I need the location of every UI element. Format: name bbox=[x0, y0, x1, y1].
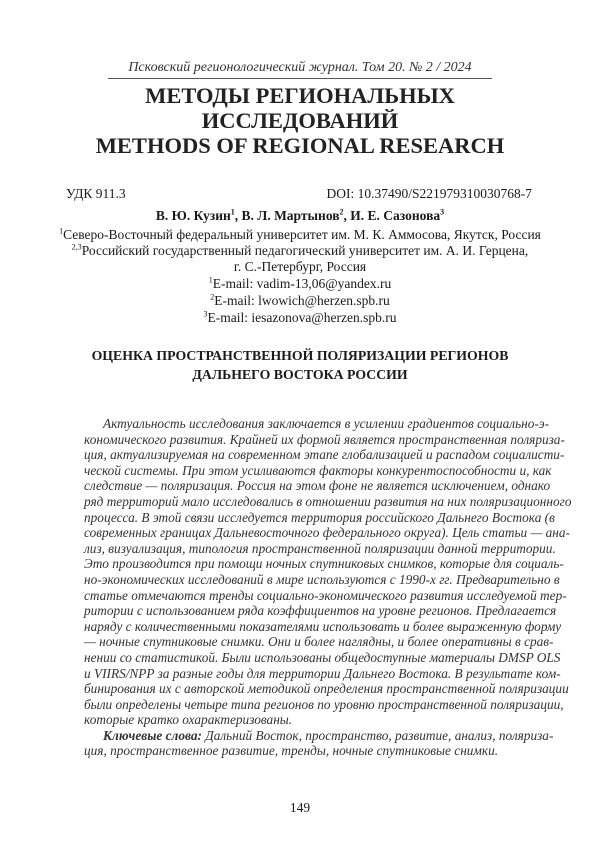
section-title-line-1: МЕТОДЫ РЕГИОНАЛЬНЫХ bbox=[0, 83, 600, 108]
email bbox=[0, 276, 600, 292]
abstract-line: которые кратко охарактеризованы. bbox=[84, 712, 534, 728]
author-name: В. Ю. Кузин bbox=[156, 208, 231, 223]
abstract-line: но-экономических исследований в мире используются с 1990-х гг. Предварительно в bbox=[84, 572, 534, 588]
abstract-line: бинирования их с авторской методикой определения пространственной поляризации bbox=[84, 681, 534, 697]
author-name: В. Л. Мартынов bbox=[242, 208, 340, 223]
email-sup: 2 bbox=[210, 293, 214, 302]
udk-code: УДК 911.3 bbox=[66, 186, 126, 202]
section-title-line-2: ИССЛЕДОВАНИЙ bbox=[0, 108, 600, 133]
affiliation bbox=[0, 259, 600, 275]
abstract-line: и VIIRS/NPP за разные годы для территории Дальнего Востока. В результате ком- bbox=[84, 666, 534, 682]
abstract-line: кономического развития. Крайней их формой является пространственная поляриза- bbox=[84, 432, 534, 448]
abstract-line: нении со статистикой. Были использованы общедоступные материалы DMSP OLS bbox=[84, 650, 534, 666]
article-title-line: ОЦЕНКА ПРОСТРАНСТВЕННОЙ ПОЛЯРИЗАЦИИ РЕГИОНОВ bbox=[0, 347, 600, 366]
abstract-line: наряду с количественными показателями использовать и более выраженную форму bbox=[84, 619, 534, 635]
abstract-line: — ночные спутниковые снимки. Они и более наглядны, и более оперативны в срав- bbox=[84, 634, 534, 650]
affiliation-sup: 1 bbox=[59, 227, 63, 236]
section-title-line-3: METHODS OF REGIONAL RESEARCH bbox=[0, 133, 600, 158]
affiliation-text: Северо-Восточный федеральный университет им. М. К. Аммосова, Якутск, Россия bbox=[63, 227, 541, 242]
abstract-line: ция, актуализируемая на современном этапе глобализацией и распадом социалисти- bbox=[84, 447, 534, 463]
email bbox=[0, 310, 600, 326]
abstract-line: были определены четыре типа регионов по уровню пространственной поляризации, bbox=[84, 697, 534, 713]
affiliation bbox=[0, 243, 600, 259]
journal-header: Псковский регионологический журнал. Том 20. № 2 / 2024 bbox=[0, 60, 600, 76]
email-sup: 3 bbox=[204, 310, 208, 319]
email bbox=[0, 293, 600, 309]
abstract-line: статье отмечаются тренды социально-экономического развития исследуемой тер- bbox=[84, 588, 534, 604]
affiliation-text: г. С.-Петербург, Россия bbox=[234, 259, 366, 274]
author-name: И. Е. Сазонова bbox=[350, 208, 440, 223]
abstract-line: Актуальность исследования заключается в усилении градиентов социально-э- bbox=[84, 416, 534, 432]
affiliation-sup: 2,3 bbox=[72, 243, 82, 252]
page-number: 149 bbox=[0, 800, 600, 816]
abstract-line: Это производится при помощи ночных спутниковых снимков, которые для социаль- bbox=[84, 556, 534, 572]
affiliation bbox=[0, 227, 600, 243]
abstract-line: ряд территорий мало исследовались в отношении развития на них поляризационного bbox=[84, 494, 534, 510]
abstract-line: современных границах Дальневосточного федерального округа). Цель статьи — ана- bbox=[84, 525, 534, 541]
author-sup: 3 bbox=[440, 208, 444, 217]
abstract-line: ритории с использованием ряда коэффициентов на уровне регионов. Предлагается bbox=[84, 603, 534, 619]
article-title-line: ДАЛЬНЕГО ВОСТОКА РОССИИ bbox=[0, 366, 600, 385]
article-title bbox=[0, 347, 600, 384]
keywords-label: Ключевые слова: bbox=[103, 728, 202, 743]
author-sup: 1 bbox=[231, 208, 235, 217]
abstract-line: следствие — поляризация. Россия на этом фоне не является исключением, однако bbox=[84, 478, 534, 494]
abstract-line: ческой системы. При этом усиливаются факторы конкурентоспособности и, как bbox=[84, 463, 534, 479]
keywords-line-2: ция, пространственное развитие, тренды, ночные спутниковые снимки. bbox=[84, 743, 534, 759]
email-text[interactable]: E-mail: iesazonova@herzen.spb.ru bbox=[208, 310, 397, 325]
keywords bbox=[84, 728, 534, 744]
email-text[interactable]: E-mail: lwowich@herzen.spb.ru bbox=[214, 293, 390, 308]
author-sup: 2 bbox=[340, 208, 344, 217]
header-rule bbox=[108, 78, 492, 79]
abstract-line: лиз, визуализация, типология пространственной поляризации данной территории. bbox=[84, 541, 534, 557]
email-sup: 1 bbox=[209, 276, 213, 285]
abstract-line: процесса. В этой связи исследуется территория российского Дальнего Востока (в bbox=[84, 510, 534, 526]
email-text[interactable]: E-mail: vadim-13,06@yandex.ru bbox=[213, 276, 392, 291]
doi-link[interactable]: DOI: 10.37490/S221979310030768-7 bbox=[327, 186, 533, 202]
affiliation-text: Российский государственный педагогический университет им. А. И. Герцена, bbox=[82, 243, 529, 258]
authors: В. Ю. Кузин1, В. Л. Мартынов2, И. Е. Сазонова3 bbox=[0, 208, 600, 224]
abstract bbox=[84, 416, 534, 759]
keywords-text: Дальний Восток, пространство, развитие, анализ, поляриза- bbox=[202, 728, 553, 743]
